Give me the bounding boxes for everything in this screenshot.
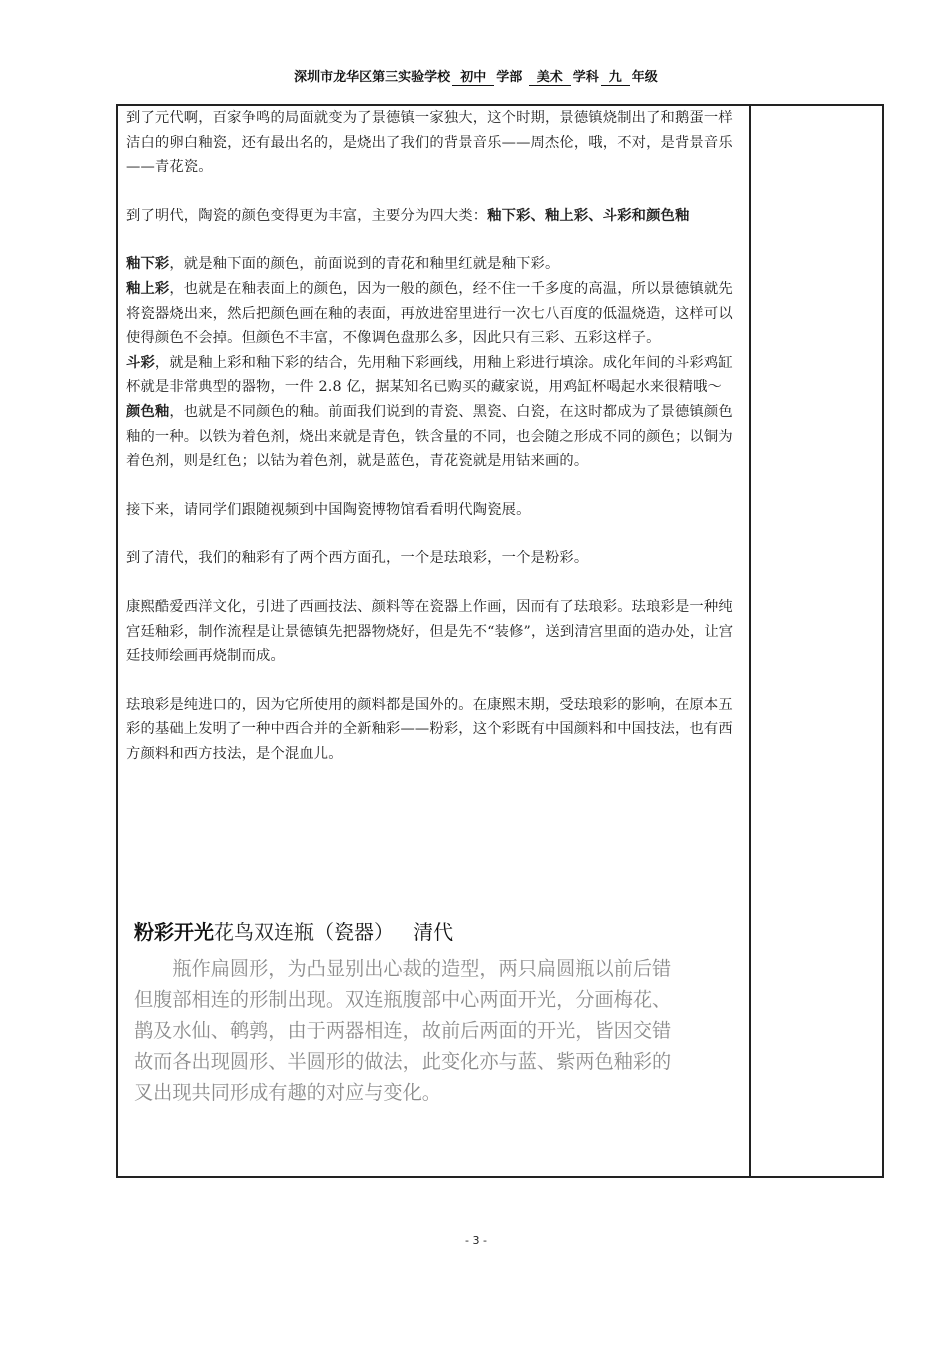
color-glaze-text: ，也就是不同颜色的釉。前面我们说到的青瓷、黑瓷、白瓷，在这时都成为了景德镇颜色釉的一种。以铁为着色剂，烧出来就是青色，铁含量的不同，也会随之形成不同的颜色；以铜为着色剂，则是红色；以钴为着色剂，就是蓝色，青花瓷就是用钴来画的。: [126, 403, 733, 470]
paragraph-enamel: 康熙酷爱西洋文化，引进了西画技法、颜料等在瓷器上作画，因而有了珐琅彩。珐琅彩是一种纯宫廷釉彩，制作流程是让景德镇先把器物烧好，但是先不“装修”，送到清宫里面的造办处，让宫廷技师绘画再烧制而成。: [126, 598, 734, 665]
division-value: 初中: [452, 71, 494, 86]
artwork-title: [134, 918, 750, 946]
term-color-glaze: 颜色釉: [126, 403, 170, 420]
artwork-title-name: 花鸟双连瓶: [214, 920, 314, 944]
term-overglaze: 釉上彩: [126, 280, 170, 297]
paragraph-qing: 到了清代，我们的釉彩有了两个西方面孔，一个是珐琅彩，一个是粉彩。: [126, 550, 589, 567]
paragraph-overglaze: [126, 277, 746, 351]
doucai-text: ，就是釉上彩和釉下彩的结合，先用釉下彩画线，用釉上彩进行填涂。成化年间的斗彩鸡缸杯就是非常典型的器物，一件 2.8 亿，据某知名已购买的藏家说，用鸡缸杯喝起水来很精哦～: [126, 354, 733, 396]
paragraph-ming-intro: [126, 204, 746, 229]
artwork-title-bold: 粉彩开光: [134, 920, 214, 944]
subject-value: 美术: [529, 71, 571, 86]
paragraph-famille-rose: 珐琅彩是纯进口的，因为它所使用的颜料都是国外的。在康熙末期，受珐琅彩的影响，在原本五彩的基础上发明了一种中西合并的全新釉彩——粉彩，这个彩既有中国颜料和中国技法，也有西方颜料和西方技法，是个混血儿。: [126, 696, 733, 762]
term-underglaze: 釉下彩: [126, 256, 170, 273]
underglaze-text: ，就是釉下面的颜色，前面说到的青花和釉里红就是釉下彩。: [169, 256, 560, 273]
school-name: 深圳市龙华区第三实验学校: [294, 70, 451, 85]
ming-intro-text: 到了明代，陶瓷的颜色变得更为丰富，主要分为四大类：: [126, 207, 488, 224]
page-number: - 3 -: [465, 1234, 487, 1247]
artwork-line: 叉出现共同形成有趣的对应与变化。: [134, 1081, 441, 1104]
artwork-line: 瓶作扁圆形，为凸显别出心裁的造型，两只扁圆瓶以前后错: [134, 957, 672, 980]
artwork-description: [134, 953, 750, 1108]
page-header: [0, 66, 952, 86]
term-doucai: 斗彩: [126, 354, 155, 371]
paragraph-color-glaze: [126, 400, 746, 474]
artwork-line: 但腹部相连的形制出现。双连瓶腹部中心两面开光，分画梅花、: [134, 988, 672, 1011]
grade-label: 年级: [631, 70, 658, 85]
artwork-era: 清代: [413, 920, 454, 944]
division-label: 学部: [496, 70, 523, 85]
artwork-line: 鹊及水仙、鹌鹑，由于两器相连，故前后两面的开光，皆因交错: [134, 1019, 672, 1042]
paragraph-video: 接下来，请同学们跟随视频到中国陶瓷博物馆看看明代陶瓷展。: [126, 501, 531, 518]
ming-categories: 釉下彩、釉上彩、斗彩和颜色釉: [487, 207, 690, 224]
lesson-content: [126, 106, 746, 766]
subject-label: 学科: [572, 70, 599, 85]
paragraph-yuan: 到了元代啊，百家争鸣的局面就变为了景德镇一家独大，这个时期，景德镇烧制出了和鹅蛋一样洁白的卵白釉瓷，还有最出名的，是烧出了我们的背景音乐——周杰伦，哦，不对，是背景音乐——青花瓷。: [126, 110, 733, 176]
artwork-type: （瓷器）: [314, 920, 394, 944]
grade-value: 九: [601, 71, 630, 86]
overglaze-text: ，也就是在釉表面上的颜色，因为一般的颜色，经不住一千多度的高温，所以景德镇就先将瓷器烧出来，然后把颜色画在釉的表面，再放进窑里进行一次七八百度的低温烧造，这样可以使得颜色不会掉。但颜色不丰富，不像调色盘那么多，因此只有三彩、五彩这样子。: [126, 280, 733, 347]
paragraph-underglaze: [126, 252, 746, 277]
paragraph-doucai: [126, 351, 746, 400]
artwork-line: 故而各出现圆形、半圆形的做法，此变化亦与蓝、紫两色釉彩的: [134, 1050, 672, 1073]
